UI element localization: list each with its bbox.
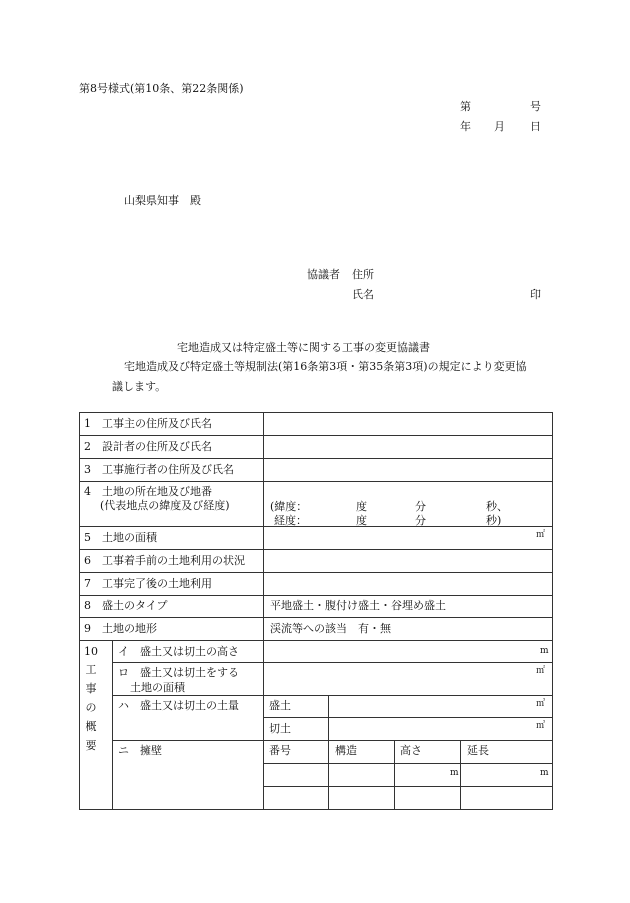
body-text-line2: 議します。 [112, 380, 167, 393]
table-rule [79, 435, 553, 436]
table-column-divider [460, 740, 461, 810]
row-location-sublabel: (代表地点の緯度及び経度) [100, 499, 230, 512]
table-column-divider [112, 640, 113, 810]
table-column-divider [328, 740, 329, 810]
cut-volume-unit: ㎥ [536, 721, 546, 731]
address-label: 住所 [352, 268, 374, 281]
table-rule [79, 640, 553, 641]
table-rule [79, 526, 553, 527]
table-rule [263, 786, 553, 787]
table-rule [112, 662, 553, 663]
row-location-label: 4 土地の所在地及び地番 [84, 485, 212, 498]
row-work-summary-number: 10 [84, 645, 98, 658]
sub-volume-label: ハ 盛土又は切土の土量 [118, 699, 239, 712]
row-land-use-after-label: 7 工事完了後の土地利用 [84, 577, 212, 590]
table-rule [79, 617, 553, 618]
table-rule [79, 481, 553, 482]
date-day-label: 日 [530, 120, 541, 133]
fill-volume-unit: ㎥ [536, 699, 546, 709]
work-summary-char: 工 [85, 663, 97, 676]
area-unit: ㎡ [536, 530, 546, 540]
addressee: 山梨県知事 殿 [124, 194, 201, 207]
row-applicant-label: 1 工事主の住所及び氏名 [84, 417, 212, 430]
wall-col-length: 延長 [467, 744, 489, 757]
table-border-right [552, 412, 553, 810]
latitude-label: (緯度： [270, 500, 308, 513]
longitude-minute-unit: 分 [415, 514, 426, 527]
work-summary-char: 事 [85, 682, 97, 695]
applicant-label: 協議者 [307, 268, 340, 281]
row-fill-type-label: 8 盛土のタイプ [84, 599, 168, 612]
name-label: 氏名 [352, 288, 374, 301]
wall-col-number: 番号 [269, 744, 291, 757]
table-border-left [79, 412, 80, 810]
table-rule [263, 763, 553, 764]
body-text-line1: 宅地造成及び特定盛土等規制法(第16条第3項・第35条第3項)の規定により変更協 [124, 360, 527, 373]
table-border-bottom [79, 809, 553, 810]
fill-volume-label: 盛土 [269, 699, 291, 712]
number-label-prefix: 第 [460, 100, 471, 113]
sub-area-label: ロ 盛土又は切土をする [118, 666, 239, 679]
number-label-suffix: 号 [530, 100, 541, 113]
date-year-label: 年 [460, 120, 471, 133]
latitude-second-unit: 秒、 [486, 500, 508, 513]
latitude-degree-unit: 度 [356, 500, 367, 513]
table-rule [79, 572, 553, 573]
sub-area-unit: ㎡ [536, 666, 546, 676]
table-column-divider [328, 695, 329, 741]
work-summary-char: の [85, 701, 97, 714]
document-title: 宅地造成又は特定盛土等に関する工事の変更協議書 [177, 341, 430, 354]
table-border-top [79, 412, 553, 413]
seal-mark: 印 [530, 288, 541, 301]
sub-retaining-wall-label: ニ 擁壁 [118, 744, 162, 757]
wall-col-height: 高さ [400, 744, 422, 757]
table-rule [79, 458, 553, 459]
table-column-divider [263, 412, 264, 810]
table-rule [79, 549, 553, 550]
longitude-second-unit: 秒) [486, 514, 502, 527]
longitude-label: 経度： [274, 514, 307, 527]
row-land-use-before-label: 6 工事着手前の土地利用の状況 [84, 554, 245, 567]
row-area-label: 5 土地の面積 [84, 531, 157, 544]
latitude-minute-unit: 分 [415, 500, 426, 513]
work-summary-char: 概 [85, 720, 97, 733]
table-rule [79, 595, 553, 596]
longitude-degree-unit: 度 [356, 514, 367, 527]
row-terrain-label: 9 土地の地形 [84, 622, 157, 635]
terrain-options: 渓流等への該当 有・無 [270, 622, 391, 635]
table-column-divider [394, 740, 395, 810]
date-month-label: 月 [494, 120, 505, 133]
table-rule [263, 717, 553, 718]
table-rule [112, 695, 553, 696]
sub-height-label: イ 盛土又は切土の高さ [118, 645, 239, 658]
sub-area-label-line2: 土地の面積 [130, 681, 185, 694]
table-rule [112, 740, 553, 741]
height-unit: m [540, 646, 549, 656]
wall-col-structure: 構造 [335, 744, 357, 757]
form-number: 第8号様式(第10条、第22条関係) [79, 82, 244, 95]
wall-height-unit: m [450, 768, 459, 778]
fill-type-options: 平地盛土・腹付け盛土・谷埋め盛土 [270, 599, 446, 612]
wall-length-unit: m [540, 768, 549, 778]
row-contractor-label: 3 工事施行者の住所及び氏名 [84, 463, 234, 476]
cut-volume-label: 切土 [269, 722, 291, 735]
row-designer-label: 2 設計者の住所及び氏名 [84, 440, 212, 453]
work-summary-char: 要 [85, 739, 97, 752]
